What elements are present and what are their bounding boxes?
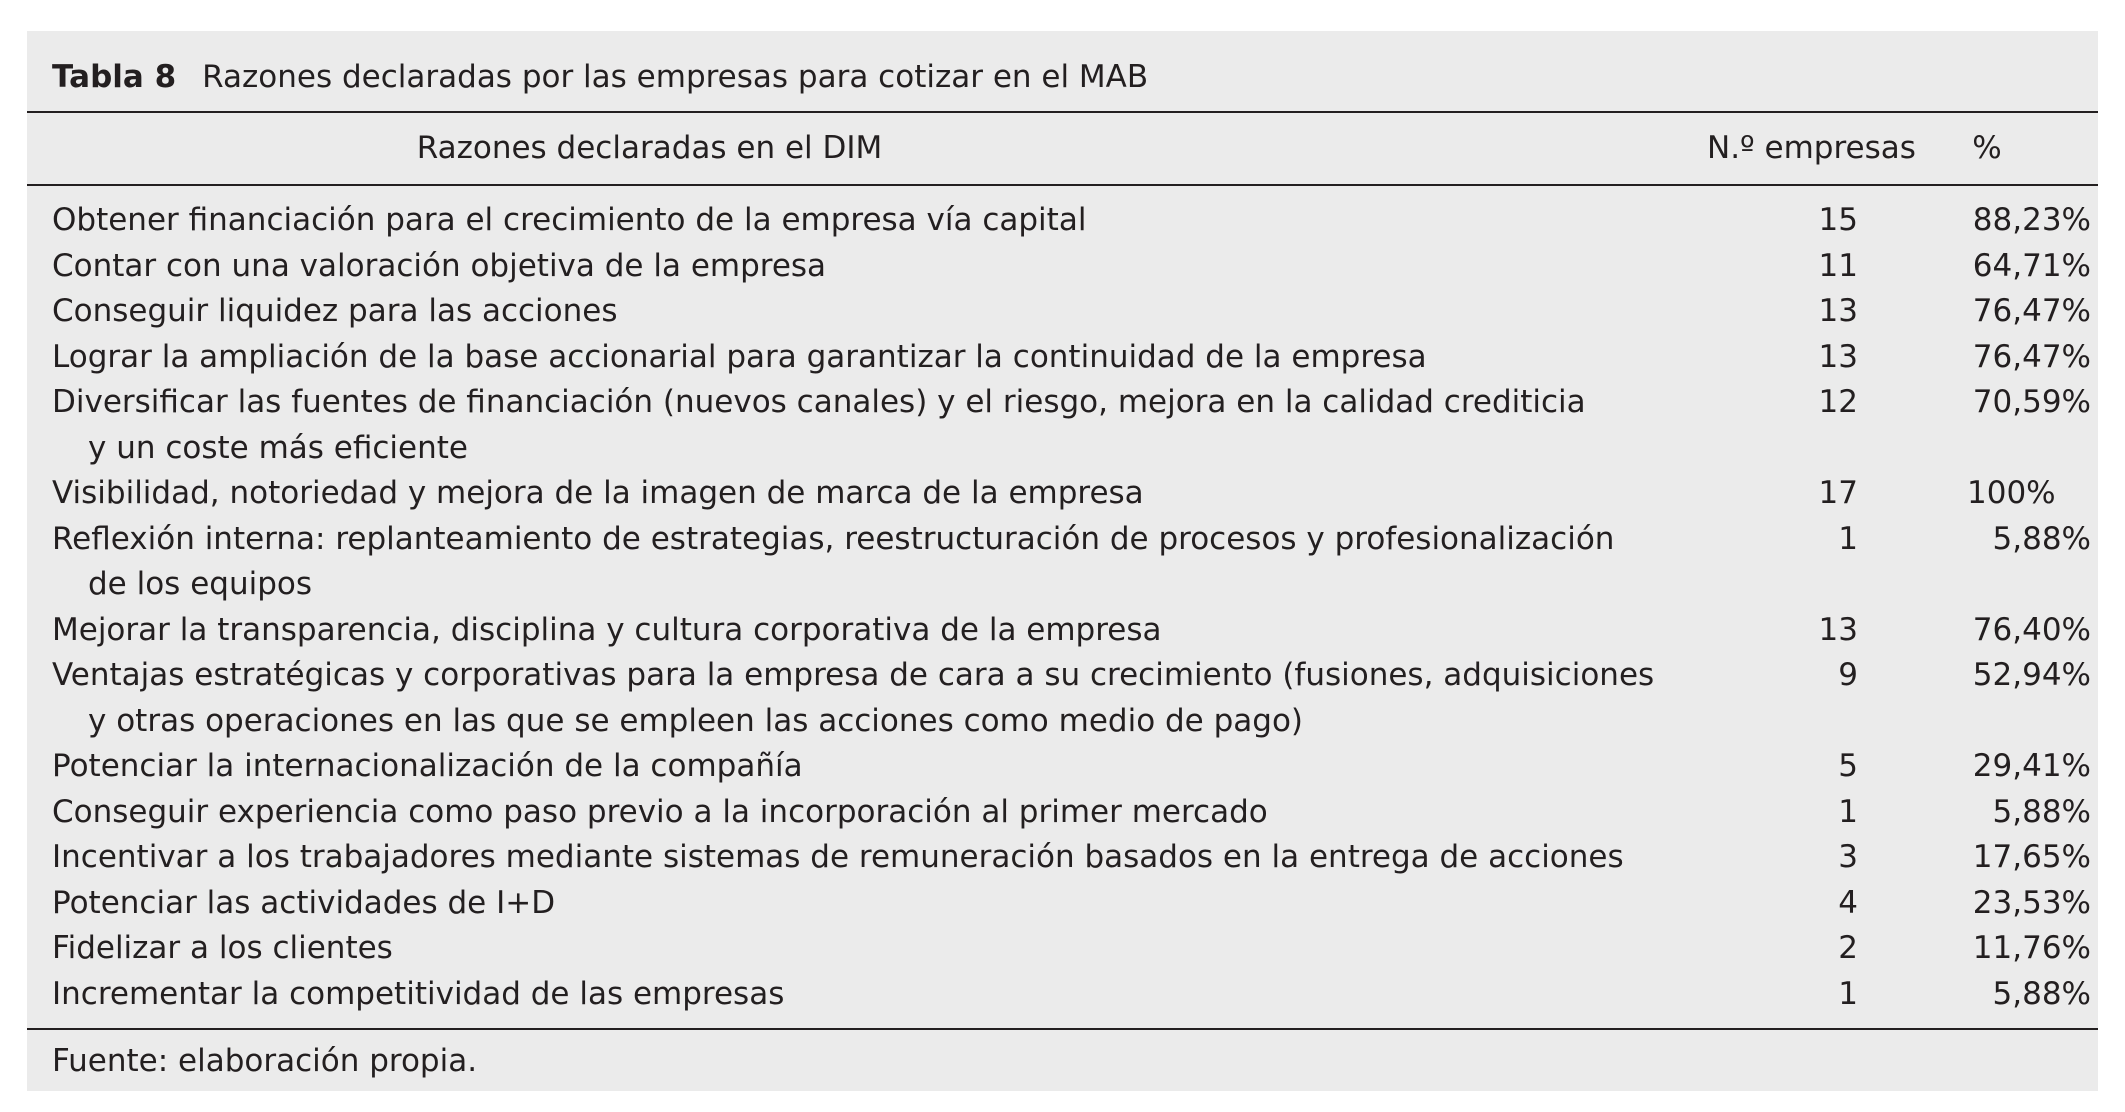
table-row: [27, 198, 2098, 244]
table-row: [27, 653, 2098, 744]
reason-cell: [52, 790, 1717, 836]
reason-text: Incentivar a los trabajadores mediante sistemas de remuneración basados en la entrega de acciones: [52, 839, 1624, 875]
table-row: [27, 881, 2098, 927]
percent-cell: 5,88%: [1992, 975, 2091, 1012]
bottom-rule: [27, 1028, 2098, 1030]
reason-text: Incrementar la competitividad de las empresas: [52, 975, 785, 1012]
reason-text: Reflexión interna: replanteamiento de estrategias, reestructuración de procesos y profesionalización: [52, 520, 1615, 557]
reason-text: Visibilidad, notoriedad y mejora de la imagen de marca de la empresa: [52, 475, 1144, 511]
table-body: [27, 198, 2098, 1017]
percent-cell: 29,41%: [1972, 748, 2091, 784]
reason-cell: [52, 335, 1717, 381]
table-number: Tabla 8: [52, 59, 177, 95]
percent-cell: 76,40%: [1972, 611, 2091, 648]
reason-text: Conseguir liquidez para las acciones: [52, 293, 618, 329]
table-row: [27, 835, 2098, 881]
table-row: [27, 244, 2098, 290]
table-title: Razones declaradas por las empresas para cotizar en el MAB: [202, 59, 1149, 95]
reason-cell: [52, 380, 1717, 471]
table-row: [27, 744, 2098, 790]
table-container: [27, 31, 2098, 1091]
reason-cell: [52, 835, 1717, 881]
reason-cell: [52, 972, 1717, 1018]
reason-text: Obtener financiación para el crecimiento de la empresa vía capital: [52, 202, 1087, 238]
percent-cell: 23,53%: [1972, 884, 2091, 921]
header-reasons: Razones declaradas en el DIM: [416, 130, 883, 166]
reason-text-continuation: y otras operaciones en las que se empleen las acciones como medio de pago): [88, 702, 1304, 739]
reason-cell: [52, 608, 1717, 654]
percent-cell: 76,47%: [1972, 293, 2091, 329]
table-row: [27, 289, 2098, 335]
reason-text: Lograr la ampliación de la base accionarial para garantizar la continuidad de la empresa: [52, 338, 1427, 375]
reason-text: Contar con una valoración objetiva de la empresa: [52, 247, 827, 284]
count-cell: 3: [1838, 839, 1858, 875]
header-count: N.º empresas: [1707, 130, 1916, 166]
header-percent: %: [1972, 130, 2002, 166]
reason-cell: [52, 653, 1717, 744]
reason-cell: [52, 517, 1717, 608]
table-row: [27, 790, 2098, 836]
reason-cell: [52, 926, 1717, 972]
table-row: [27, 471, 2098, 517]
reason-cell: [52, 744, 1717, 790]
percent-cell: 100%: [1967, 475, 2056, 511]
reason-text: Potenciar las actividades de I+D: [52, 884, 556, 921]
count-cell: 1: [1838, 975, 1858, 1012]
table-row: [27, 380, 2098, 471]
reason-text: Mejorar la transparencia, disciplina y cultura corporativa de la empresa: [52, 611, 1162, 648]
reason-text: Conseguir experiencia como paso previo a la incorporación al primer mercado: [52, 793, 1268, 830]
table-row: [27, 517, 2098, 608]
table-row: [27, 608, 2098, 654]
count-cell: 4: [1838, 884, 1858, 921]
reason-text: Diversificar las fuentes de financiación (nuevos canales) y el riesgo, mejora en la calidad crediticia: [52, 384, 1586, 420]
count-cell: 13: [1818, 293, 1858, 329]
table-row: [27, 926, 2098, 972]
percent-cell: 5,88%: [1992, 520, 2091, 557]
reason-text-continuation: de los equipos: [88, 566, 312, 602]
count-cell: 13: [1818, 611, 1858, 648]
count-cell: 13: [1818, 338, 1858, 375]
source-note: Fuente: elaboración propia.: [52, 1043, 478, 1079]
reason-text: Fidelizar a los clientes: [52, 930, 393, 966]
count-cell: 11: [1818, 247, 1858, 284]
count-cell: 1: [1838, 520, 1858, 557]
percent-cell: 5,88%: [1992, 793, 2091, 830]
count-cell: 5: [1838, 748, 1858, 784]
percent-cell: 64,71%: [1972, 247, 2091, 284]
reason-cell: [52, 289, 1717, 335]
count-cell: 9: [1838, 657, 1858, 693]
percent-cell: 17,65%: [1972, 839, 2091, 875]
reason-cell: [52, 471, 1717, 517]
percent-cell: 52,94%: [1972, 657, 2091, 693]
table-row: [27, 972, 2098, 1018]
count-cell: 2: [1838, 930, 1858, 966]
reason-cell: [52, 244, 1717, 290]
reason-text: Potenciar la internacionalización de la compañía: [52, 748, 803, 784]
reason-text-continuation: y un coste más eficiente: [88, 429, 468, 466]
top-rule: [27, 111, 2098, 113]
percent-cell: 70,59%: [1972, 384, 2091, 420]
count-cell: 12: [1818, 384, 1858, 420]
percent-cell: 76,47%: [1972, 338, 2091, 375]
table-row: [27, 335, 2098, 381]
reason-cell: [52, 198, 1717, 244]
count-cell: 15: [1818, 202, 1858, 238]
count-cell: 17: [1818, 475, 1858, 511]
reason-cell: [52, 881, 1717, 927]
percent-cell: 88,23%: [1972, 202, 2091, 238]
header-rule: [27, 184, 2098, 186]
table-caption: [52, 51, 1148, 103]
count-cell: 1: [1838, 793, 1858, 830]
reason-text: Ventajas estratégicas y corporativas para la empresa de cara a su crecimiento (fusiones, adquisiciones: [52, 657, 1655, 693]
percent-cell: 11,76%: [1972, 930, 2091, 966]
